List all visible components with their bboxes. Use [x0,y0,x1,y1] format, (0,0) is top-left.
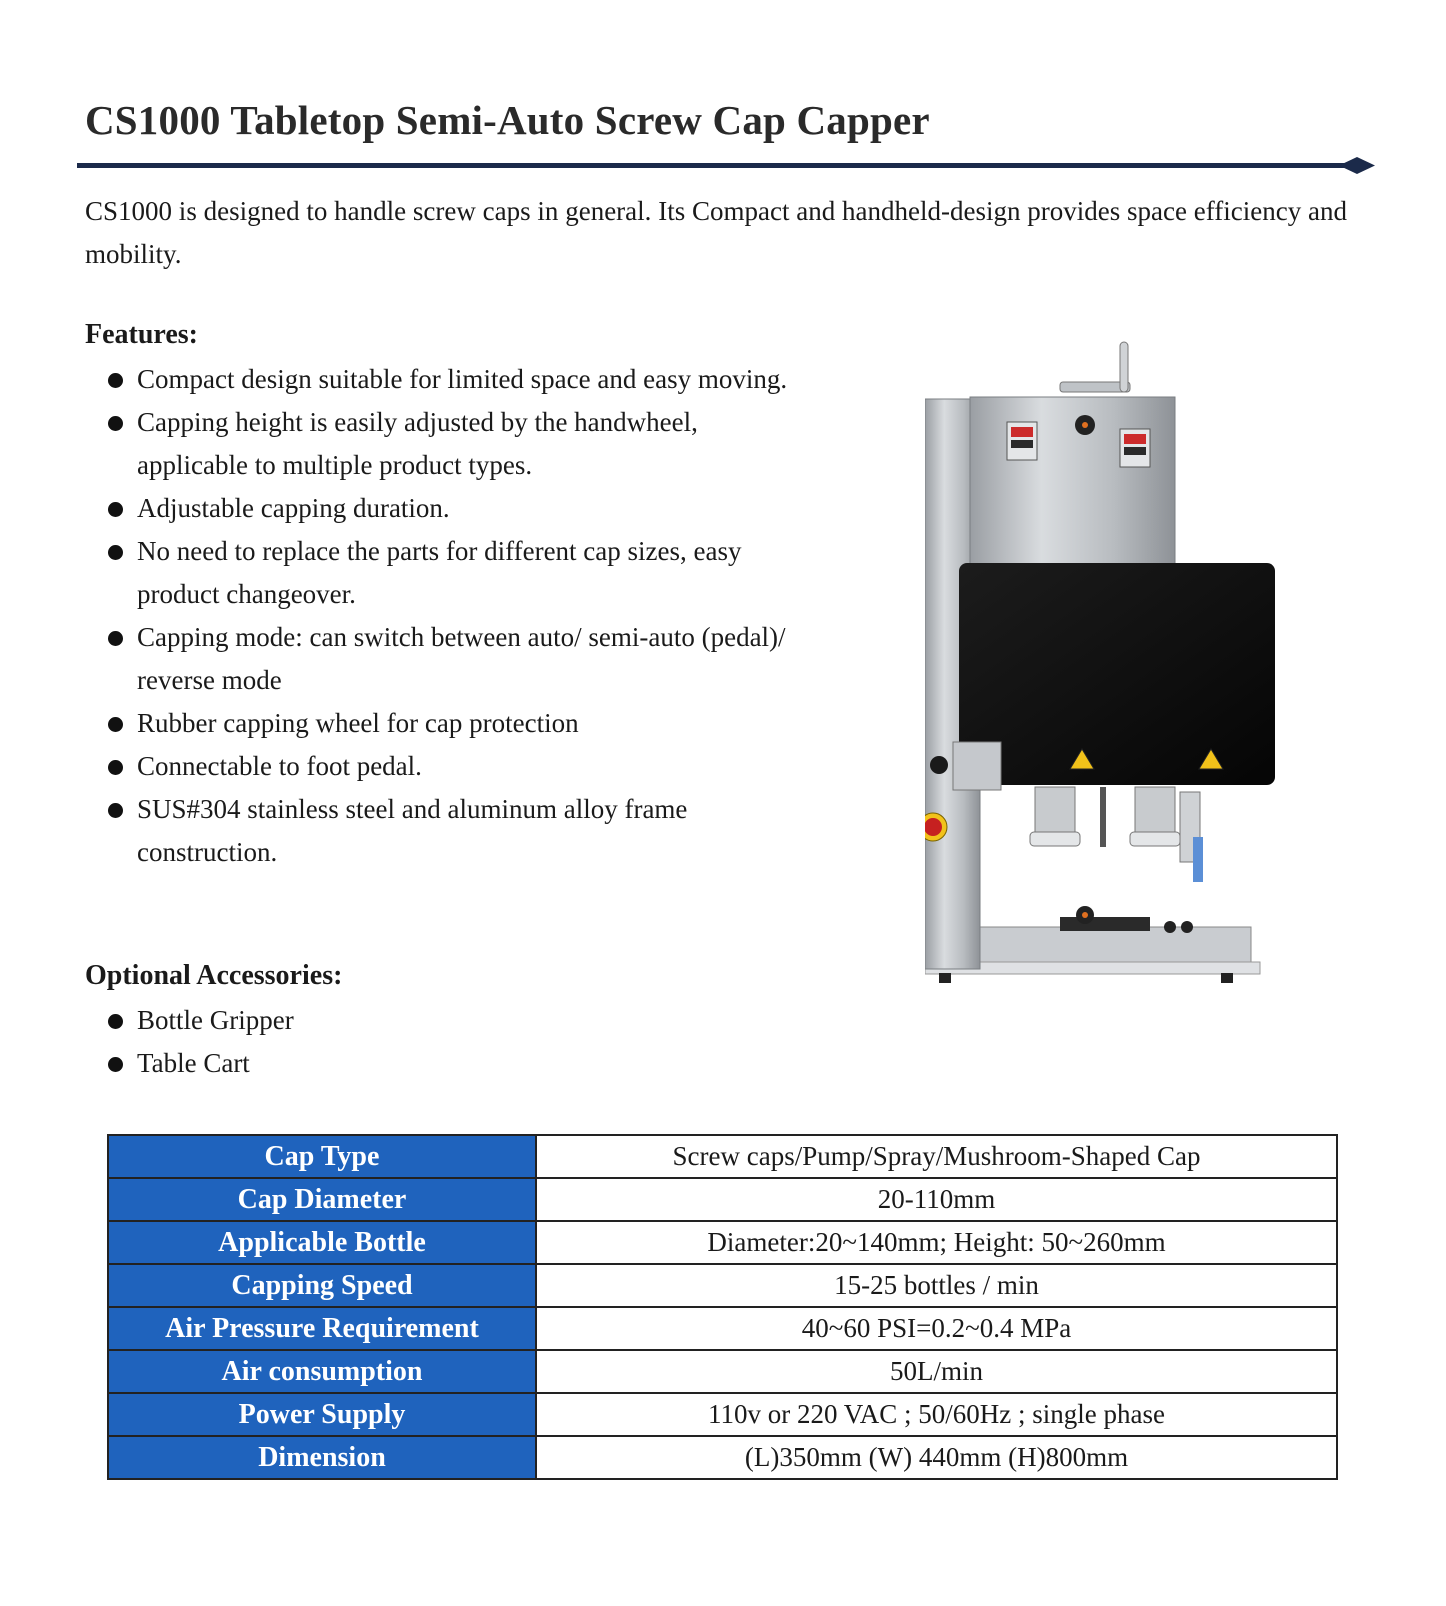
table-row [108,1264,1337,1307]
table-row [108,1350,1337,1393]
list-item: Capping height is easily adjusted by the handwheel, applicable to multiple product types. [85,401,815,487]
spec-value: Screw caps/Pump/Spray/Mushroom-Shaped Cap [536,1135,1337,1178]
bullet-icon [108,545,123,560]
spec-value: 20-110mm [536,1178,1337,1221]
spec-label: Power Supply [108,1393,536,1436]
table-row [108,1178,1337,1221]
list-item: Rubber capping wheel for cap protection [85,702,815,745]
spec-label: Air Pressure Requirement [108,1307,536,1350]
spec-value: (L)350mm (W) 440mm (H)800mm [536,1436,1337,1479]
table-row [108,1135,1337,1178]
bullet-icon [108,803,123,818]
intro-paragraph: CS1000 is designed to handle screw caps in general. Its Compact and handheld-design provides space efficiency and mobility. [85,196,1347,269]
spec-label: Capping Speed [108,1264,536,1307]
table-row [108,1221,1337,1264]
accessories-heading: Optional Accessories: [85,960,343,991]
spec-label: Air consumption [108,1350,536,1393]
spec-label: Cap Type [108,1135,536,1178]
list-item: No need to replace the parts for different cap sizes, easy product changeover. [85,530,815,616]
table-row [108,1393,1337,1436]
bullet-icon [108,502,123,517]
table-row [108,1436,1337,1479]
spec-value: 15-25 bottles / min [536,1264,1337,1307]
list-item: Compact design suitable for limited space and easy moving. [85,358,815,401]
bullet-icon [108,1014,123,1029]
accessories-list [85,999,685,1085]
spec-value: 110v or 220 VAC ; 50/60Hz ; single phase [536,1393,1337,1436]
page-title: CS1000 Tabletop Semi-Auto Screw Cap Capper [85,97,930,143]
spec-value: 50L/min [536,1350,1337,1393]
spec-value: 40~60 PSI=0.2~0.4 MPa [536,1307,1337,1350]
list-item: Adjustable capping duration. [85,487,815,530]
capper-machine-photo [925,337,1277,992]
bullet-icon [108,1057,123,1072]
bullet-icon [108,631,123,646]
list-item: Bottle Gripper [85,999,685,1042]
spec-table [107,1134,1338,1480]
list-item: SUS#304 stainless steel and aluminum alloy frame construction. [85,788,815,874]
spec-label: Dimension [108,1436,536,1479]
spec-value: Diameter:20~140mm; Height: 50~260mm [536,1221,1337,1264]
bullet-icon [108,373,123,388]
bullet-icon [108,416,123,431]
list-item: Capping mode: can switch between auto/ semi-auto (pedal)/ reverse mode [85,616,815,702]
title-underline [77,157,1377,177]
spec-label: Applicable Bottle [108,1221,536,1264]
bullet-icon [108,760,123,775]
list-item: Connectable to foot pedal. [85,745,815,788]
list-item: Table Cart [85,1042,685,1085]
bullet-icon [108,717,123,732]
spec-label: Cap Diameter [108,1178,536,1221]
table-row [108,1307,1337,1350]
features-list [85,358,815,874]
features-heading: Features: [85,319,198,350]
